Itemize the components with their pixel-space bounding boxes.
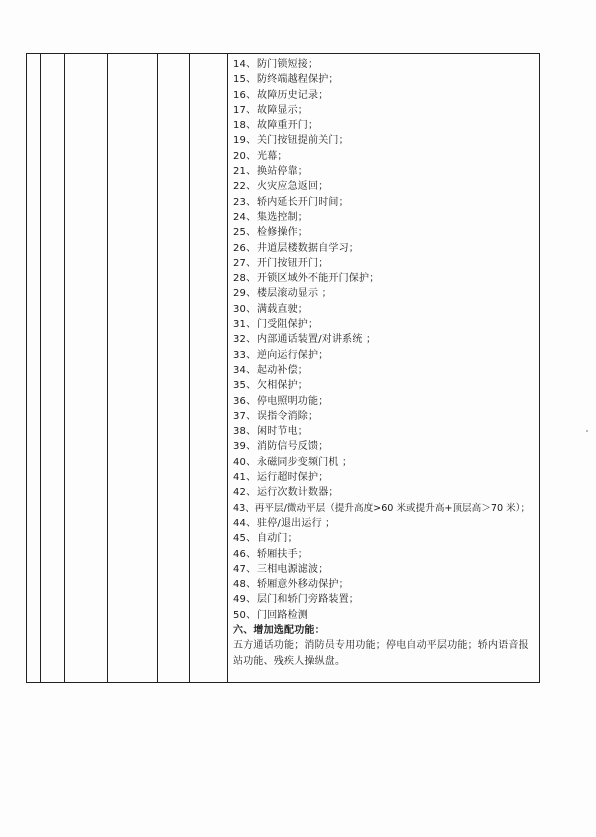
list-item [233, 516, 537, 531]
item-text: 检修操作； [257, 227, 308, 239]
item-text: 轿厢意外移动保护； [257, 579, 349, 591]
list-item [233, 241, 537, 256]
list-item [233, 363, 537, 378]
item-number: 23、 [233, 196, 257, 208]
list-item [233, 348, 537, 363]
list-item [233, 378, 537, 393]
item-number: 47、 [233, 563, 257, 575]
item-number: 44、 [233, 517, 257, 529]
item-number: 18、 [233, 120, 257, 132]
list-item [233, 592, 537, 607]
item-text: 故障历史记录； [257, 89, 329, 101]
item-text: 自动门； [257, 533, 298, 545]
item-text: 内部通话装置/对讲系统 ； [257, 334, 377, 346]
column-divider [107, 54, 108, 682]
item-number: 14、 [233, 59, 257, 70]
function-list-cell [233, 57, 537, 669]
item-number: 22、 [233, 181, 257, 193]
list-item [233, 470, 537, 485]
item-number: 36、 [233, 395, 257, 407]
item-number: 33、 [233, 349, 257, 361]
item-number: 34、 [233, 364, 257, 376]
column-divider [189, 54, 190, 682]
list-item [233, 57, 537, 72]
list-item [233, 409, 537, 424]
item-number: 24、 [233, 211, 257, 223]
list-item [233, 608, 537, 623]
item-number: 48、 [233, 579, 257, 591]
list-item [233, 179, 537, 194]
item-text: 故障显示； [257, 104, 308, 116]
list-item [233, 332, 537, 347]
item-number: 45、 [233, 533, 257, 545]
list-item [233, 195, 537, 210]
item-text: 防门锁短接； [257, 59, 319, 70]
item-text: 门回路检测 [257, 609, 308, 621]
item-text: 运行超时保护； [257, 472, 329, 484]
item-text: 防终端越程保护； [257, 74, 339, 86]
item-text: 轿内延长开门时间； [257, 196, 349, 208]
list-item [233, 164, 537, 179]
function-table [26, 53, 540, 683]
item-text: 闲时节电； [257, 426, 308, 438]
item-text: 故障重开门； [257, 120, 319, 132]
item-text: 火灾应急返回； [257, 181, 329, 193]
item-text: 光幕； [257, 150, 288, 162]
item-number: 26、 [233, 242, 257, 254]
item-number: 31、 [233, 319, 257, 331]
list-item [233, 424, 537, 439]
list-item [233, 225, 537, 240]
item-number: 28、 [233, 273, 257, 285]
item-text: 欠相保护； [257, 380, 308, 392]
item-number: 41、 [233, 472, 257, 484]
item-number: 19、 [233, 135, 257, 147]
section-heading: 六、增加选配功能： [233, 624, 325, 636]
item-number: 17、 [233, 104, 257, 116]
item-text: 开门按钮开门； [257, 257, 329, 269]
item-number: 46、 [233, 548, 257, 560]
column-divider [227, 54, 228, 682]
item-number: 35、 [233, 380, 257, 392]
item-number: 42、 [233, 487, 257, 499]
item-text: 起动补偿； [257, 364, 308, 376]
list-item [233, 210, 537, 225]
item-number: 50、 [233, 609, 257, 621]
item-text: 永磁同步变频门机 ； [257, 456, 353, 468]
list-item [233, 88, 537, 103]
column-divider [40, 54, 41, 682]
list-item [233, 439, 537, 454]
item-number: 20、 [233, 150, 257, 162]
list-item [233, 302, 537, 317]
list-item [233, 317, 537, 332]
item-number: 40、 [233, 456, 257, 468]
item-text: 消防信号反馈； [257, 441, 329, 453]
item-text: 集选控制； [257, 211, 308, 223]
list-item [233, 256, 537, 271]
item-number: 16、 [233, 89, 257, 101]
item-number: 30、 [233, 303, 257, 315]
item-number: 25、 [233, 227, 257, 239]
scan-speck [586, 430, 588, 432]
list-item [233, 118, 537, 133]
item-number: 32、 [233, 334, 257, 346]
item-number: 39、 [233, 441, 257, 453]
item-text: 驻停/退出运行 ； [257, 517, 336, 529]
list-item [233, 286, 537, 301]
item-number: 15、 [233, 74, 257, 86]
item-text: 轿厢扶手； [257, 548, 308, 560]
item-text: 误指令消除； [257, 410, 319, 422]
item-text: 运行次数计数器； [257, 487, 339, 499]
item-number: 37、 [233, 410, 257, 422]
item-text: 停电照明功能； [257, 395, 329, 407]
list-item [233, 72, 537, 87]
list-item [233, 394, 537, 409]
item-text: 楼层滚动显示 ； [257, 288, 332, 300]
item-number: 38、 [233, 426, 257, 438]
item-number: 27、 [233, 257, 257, 269]
item-text: 门受阻保护； [257, 319, 319, 331]
item-text: 开锁区域外不能开门保护； [257, 273, 380, 285]
list-item [233, 149, 537, 164]
item-text: 层门和轿门旁路装置； [257, 594, 359, 606]
list-item [233, 531, 537, 546]
item-text: 换站停靠； [257, 166, 308, 178]
item-number: 29、 [233, 288, 257, 300]
item-text: 满载直驶； [257, 303, 308, 315]
column-divider [64, 54, 65, 682]
list-item [233, 485, 537, 500]
item-text: 逆向运行保护； [257, 349, 329, 361]
list-item [233, 577, 537, 592]
list-item: 43、再平层/微动平层（提升高度>60 米或提升高+顶层高＞70 米）； [233, 502, 531, 514]
list-item [233, 547, 537, 562]
item-number: 49、 [233, 594, 257, 606]
list-item [233, 271, 537, 286]
list-item [233, 562, 537, 577]
item-text: 井道层楼数据自学习； [257, 242, 359, 254]
list-item [233, 103, 537, 118]
item-number: 21、 [233, 166, 257, 178]
list-item [233, 133, 537, 148]
column-divider [157, 54, 158, 682]
item-text: 三相电源滤波； [257, 563, 329, 575]
section-paragraph: 五方通话功能；消防员专用功能；停电自动平层功能；轿内语音报站功能、残疾人操纵盘。 [233, 640, 529, 667]
list-item [233, 455, 537, 470]
item-text: 关门按钮提前关门； [257, 135, 349, 147]
